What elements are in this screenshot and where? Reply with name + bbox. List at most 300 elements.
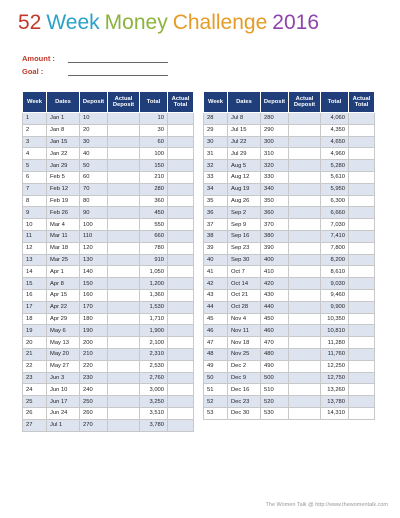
date-cell: Apr 8 (47, 278, 80, 290)
deposit-cell: 320 (261, 160, 289, 172)
actual-deposit-cell[interactable] (108, 124, 140, 136)
actual-total-cell[interactable] (168, 230, 194, 242)
column-header: Actual Deposit (108, 92, 140, 113)
actual-deposit-cell[interactable] (289, 160, 321, 172)
actual-total-cell[interactable] (168, 301, 194, 313)
week-cell: 43 (204, 289, 228, 301)
date-cell: Feb 26 (47, 207, 80, 219)
table-row (23, 242, 194, 254)
table-row (23, 207, 194, 219)
actual-total-cell[interactable] (349, 289, 375, 301)
table-row (23, 325, 194, 337)
deposit-cell: 330 (261, 171, 289, 183)
total-cell: 60 (140, 136, 168, 148)
total-cell: 1,050 (140, 266, 168, 278)
actual-deposit-cell[interactable] (108, 419, 140, 431)
actual-total-cell[interactable] (349, 266, 375, 278)
table-row (23, 148, 194, 160)
actual-deposit-cell[interactable] (108, 148, 140, 160)
table-row (23, 124, 194, 136)
deposit-cell: 500 (261, 372, 289, 384)
date-cell: Oct 21 (228, 289, 261, 301)
actual-total-cell[interactable] (349, 124, 375, 136)
actual-total-cell[interactable] (168, 348, 194, 360)
total-cell: 780 (140, 242, 168, 254)
table-row (23, 113, 194, 125)
actual-total-cell[interactable] (168, 337, 194, 349)
date-cell: Jan 8 (47, 124, 80, 136)
actual-total-cell[interactable] (349, 113, 375, 125)
deposit-cell: 30 (80, 136, 108, 148)
total-cell: 4,960 (321, 148, 349, 160)
actual-deposit-cell[interactable] (108, 183, 140, 195)
week-cell: 28 (204, 113, 228, 125)
total-cell: 13,780 (321, 396, 349, 408)
actual-deposit-cell[interactable] (289, 407, 321, 419)
actual-deposit-cell[interactable] (108, 325, 140, 337)
week-cell: 45 (204, 313, 228, 325)
title-word-2: Week (46, 11, 100, 34)
date-cell: Aug 5 (228, 160, 261, 172)
footer-credit: The Women Talk @ http://www.thewomentalk.com (265, 502, 388, 508)
total-cell: 3,780 (140, 419, 168, 431)
date-cell: Dec 2 (228, 360, 261, 372)
goal-line[interactable] (68, 75, 168, 76)
deposit-cell: 410 (261, 266, 289, 278)
table-row (23, 313, 194, 325)
actual-deposit-cell[interactable] (289, 136, 321, 148)
deposit-cell: 450 (261, 313, 289, 325)
table-row (204, 113, 375, 125)
right-week-table (203, 91, 375, 420)
table-row (23, 171, 194, 183)
actual-total-cell[interactable] (168, 171, 194, 183)
date-cell: Jul 8 (228, 113, 261, 125)
actual-total-cell[interactable] (168, 242, 194, 254)
actual-total-cell[interactable] (349, 360, 375, 372)
week-cell: 19 (23, 325, 47, 337)
total-cell: 6,300 (321, 195, 349, 207)
date-cell: Apr 29 (47, 313, 80, 325)
actual-deposit-cell[interactable] (108, 313, 140, 325)
date-cell: Nov 4 (228, 313, 261, 325)
actual-total-cell[interactable] (168, 384, 194, 396)
actual-total-cell[interactable] (349, 407, 375, 419)
total-cell: 14,310 (321, 407, 349, 419)
total-cell: 5,280 (321, 160, 349, 172)
date-cell: Apr 15 (47, 289, 80, 301)
actual-total-cell[interactable] (349, 230, 375, 242)
table-row (204, 148, 375, 160)
total-cell: 11,760 (321, 348, 349, 360)
deposit-cell: 250 (80, 396, 108, 408)
total-cell: 550 (140, 219, 168, 231)
date-cell: Jul 22 (228, 136, 261, 148)
table-row (23, 136, 194, 148)
actual-total-cell[interactable] (168, 360, 194, 372)
actual-deposit-cell[interactable] (108, 266, 140, 278)
title-word-3: Money (104, 11, 168, 34)
total-cell: 2,310 (140, 348, 168, 360)
deposit-cell: 50 (80, 160, 108, 172)
week-cell: 16 (23, 289, 47, 301)
table-row (204, 348, 375, 360)
date-cell: Dec 16 (228, 384, 261, 396)
column-header: Week (204, 92, 228, 113)
date-cell: May 20 (47, 348, 80, 360)
week-cell: 8 (23, 195, 47, 207)
total-cell: 3,000 (140, 384, 168, 396)
actual-total-cell[interactable] (349, 148, 375, 160)
total-cell: 910 (140, 254, 168, 266)
total-cell: 30 (140, 124, 168, 136)
table-row (23, 183, 194, 195)
total-cell: 8,610 (321, 266, 349, 278)
week-cell: 9 (23, 207, 47, 219)
actual-deposit-cell[interactable] (108, 195, 140, 207)
actual-total-cell[interactable] (168, 160, 194, 172)
actual-total-cell[interactable] (168, 313, 194, 325)
actual-deposit-cell[interactable] (289, 313, 321, 325)
total-cell: 4,350 (321, 124, 349, 136)
actual-deposit-cell[interactable] (108, 136, 140, 148)
date-cell: Sep 16 (228, 230, 261, 242)
table-row (23, 360, 194, 372)
total-cell: 1,200 (140, 278, 168, 290)
week-cell: 49 (204, 360, 228, 372)
week-cell: 44 (204, 301, 228, 313)
total-cell: 10,350 (321, 313, 349, 325)
actual-deposit-cell[interactable] (108, 289, 140, 301)
actual-deposit-cell[interactable] (289, 348, 321, 360)
total-cell: 210 (140, 171, 168, 183)
date-cell: May 27 (47, 360, 80, 372)
deposit-cell: 460 (261, 325, 289, 337)
total-cell: 3,250 (140, 396, 168, 408)
table-header-row (204, 92, 375, 113)
actual-total-cell[interactable] (349, 160, 375, 172)
table-row (204, 266, 375, 278)
date-cell: Oct 14 (228, 278, 261, 290)
actual-total-cell[interactable] (168, 325, 194, 337)
actual-total-cell[interactable] (349, 171, 375, 183)
deposit-cell: 130 (80, 254, 108, 266)
deposit-cell: 340 (261, 183, 289, 195)
actual-deposit-cell[interactable] (108, 160, 140, 172)
week-cell: 5 (23, 160, 47, 172)
actual-total-cell[interactable] (168, 113, 194, 125)
actual-deposit-cell[interactable] (289, 266, 321, 278)
week-cell: 35 (204, 195, 228, 207)
table-row (204, 183, 375, 195)
actual-total-cell[interactable] (168, 136, 194, 148)
deposit-cell: 160 (80, 289, 108, 301)
total-cell: 2,530 (140, 360, 168, 372)
actual-deposit-cell[interactable] (289, 254, 321, 266)
actual-deposit-cell[interactable] (108, 219, 140, 231)
week-cell: 6 (23, 171, 47, 183)
actual-deposit-cell[interactable] (289, 171, 321, 183)
column-header: Actual Total (349, 92, 375, 113)
actual-total-cell[interactable] (349, 337, 375, 349)
total-cell: 12,250 (321, 360, 349, 372)
table-row (204, 384, 375, 396)
deposit-cell: 510 (261, 384, 289, 396)
actual-total-cell[interactable] (349, 183, 375, 195)
actual-deposit-cell[interactable] (108, 396, 140, 408)
week-cell: 38 (204, 230, 228, 242)
actual-deposit-cell[interactable] (289, 242, 321, 254)
total-cell: 5,950 (321, 183, 349, 195)
date-cell: Mar 18 (47, 242, 80, 254)
actual-deposit-cell[interactable] (289, 278, 321, 290)
actual-deposit-cell[interactable] (289, 325, 321, 337)
actual-total-cell[interactable] (349, 254, 375, 266)
column-header: Deposit (80, 92, 108, 113)
actual-deposit-cell[interactable] (108, 337, 140, 349)
title-word-1: 52 (18, 11, 42, 34)
total-cell: 13,260 (321, 384, 349, 396)
week-cell: 31 (204, 148, 228, 160)
column-header: Total (321, 92, 349, 113)
actual-total-cell[interactable] (168, 372, 194, 384)
actual-deposit-cell[interactable] (289, 301, 321, 313)
table-row (23, 278, 194, 290)
column-header: Week (23, 92, 47, 113)
week-cell: 12 (23, 242, 47, 254)
date-cell: Apr 1 (47, 266, 80, 278)
total-cell: 7,410 (321, 230, 349, 242)
week-cell: 11 (23, 230, 47, 242)
actual-total-cell[interactable] (168, 289, 194, 301)
actual-deposit-cell[interactable] (108, 348, 140, 360)
actual-deposit-cell[interactable] (289, 230, 321, 242)
deposit-cell: 140 (80, 266, 108, 278)
actual-deposit-cell[interactable] (289, 360, 321, 372)
date-cell: Dec 30 (228, 407, 261, 419)
table-row (204, 195, 375, 207)
actual-deposit-cell[interactable] (289, 372, 321, 384)
date-cell: Nov 11 (228, 325, 261, 337)
actual-total-cell[interactable] (168, 396, 194, 408)
total-cell: 1,360 (140, 289, 168, 301)
actual-total-cell[interactable] (168, 148, 194, 160)
table-row (204, 136, 375, 148)
date-cell: Jan 22 (47, 148, 80, 160)
total-cell: 6,660 (321, 207, 349, 219)
actual-deposit-cell[interactable] (108, 113, 140, 125)
date-cell: Feb 19 (47, 195, 80, 207)
date-cell: Mar 11 (47, 230, 80, 242)
week-cell: 37 (204, 219, 228, 231)
date-cell: Feb 12 (47, 183, 80, 195)
deposit-cell: 390 (261, 242, 289, 254)
table-row (204, 360, 375, 372)
actual-deposit-cell[interactable] (289, 337, 321, 349)
actual-total-cell[interactable] (168, 219, 194, 231)
week-cell: 24 (23, 384, 47, 396)
week-cell: 47 (204, 337, 228, 349)
date-cell: Mar 4 (47, 219, 80, 231)
total-cell: 4,650 (321, 136, 349, 148)
actual-total-cell[interactable] (168, 419, 194, 431)
actual-deposit-cell[interactable] (289, 384, 321, 396)
actual-total-cell[interactable] (349, 384, 375, 396)
week-cell: 29 (204, 124, 228, 136)
week-cell: 48 (204, 348, 228, 360)
table-row (204, 313, 375, 325)
actual-deposit-cell[interactable] (108, 360, 140, 372)
actual-total-cell[interactable] (349, 325, 375, 337)
table-header-row (23, 92, 194, 113)
actual-deposit-cell[interactable] (289, 195, 321, 207)
amount-line[interactable] (68, 62, 168, 63)
deposit-cell: 90 (80, 207, 108, 219)
date-cell: Nov 25 (228, 348, 261, 360)
actual-deposit-cell[interactable] (289, 183, 321, 195)
week-cell: 42 (204, 278, 228, 290)
week-cell: 10 (23, 219, 47, 231)
week-cell: 36 (204, 207, 228, 219)
table-row (23, 266, 194, 278)
date-cell: Jun 10 (47, 384, 80, 396)
date-cell: May 6 (47, 325, 80, 337)
actual-total-cell[interactable] (349, 313, 375, 325)
actual-total-cell[interactable] (349, 301, 375, 313)
deposit-cell: 120 (80, 242, 108, 254)
table-row (23, 230, 194, 242)
actual-deposit-cell[interactable] (289, 124, 321, 136)
week-cell: 53 (204, 407, 228, 419)
actual-deposit-cell[interactable] (289, 289, 321, 301)
actual-deposit-cell[interactable] (108, 301, 140, 313)
date-cell: Jun 3 (47, 372, 80, 384)
total-cell: 9,900 (321, 301, 349, 313)
actual-deposit-cell[interactable] (108, 407, 140, 419)
deposit-cell: 300 (261, 136, 289, 148)
total-cell: 4,060 (321, 113, 349, 125)
date-cell: Jan 1 (47, 113, 80, 125)
total-cell: 10,810 (321, 325, 349, 337)
actual-total-cell[interactable] (349, 219, 375, 231)
actual-total-cell[interactable] (349, 136, 375, 148)
actual-deposit-cell[interactable] (289, 396, 321, 408)
actual-deposit-cell[interactable] (108, 207, 140, 219)
actual-deposit-cell[interactable] (108, 171, 140, 183)
total-cell: 7,030 (321, 219, 349, 231)
table-row (204, 171, 375, 183)
total-cell: 360 (140, 195, 168, 207)
actual-deposit-cell[interactable] (108, 254, 140, 266)
week-cell: 50 (204, 372, 228, 384)
actual-deposit-cell[interactable] (108, 242, 140, 254)
week-cell: 20 (23, 337, 47, 349)
actual-deposit-cell[interactable] (289, 207, 321, 219)
date-cell: Oct 7 (228, 266, 261, 278)
date-cell: Jul 1 (47, 419, 80, 431)
week-cell: 18 (23, 313, 47, 325)
actual-deposit-cell[interactable] (108, 230, 140, 242)
actual-deposit-cell[interactable] (289, 148, 321, 160)
actual-total-cell[interactable] (168, 266, 194, 278)
actual-total-cell[interactable] (349, 396, 375, 408)
page-title (18, 10, 324, 36)
actual-total-cell[interactable] (349, 207, 375, 219)
date-cell: Jan 29 (47, 160, 80, 172)
table-row (204, 301, 375, 313)
total-cell: 8,200 (321, 254, 349, 266)
actual-total-cell[interactable] (349, 278, 375, 290)
table-row (204, 337, 375, 349)
table-row (204, 372, 375, 384)
deposit-cell: 490 (261, 360, 289, 372)
actual-total-cell[interactable] (349, 242, 375, 254)
deposit-cell: 10 (80, 113, 108, 125)
actual-deposit-cell[interactable] (289, 219, 321, 231)
table-row (23, 348, 194, 360)
table-row (204, 242, 375, 254)
actual-total-cell[interactable] (349, 195, 375, 207)
deposit-cell: 220 (80, 360, 108, 372)
week-cell: 15 (23, 278, 47, 290)
deposit-cell: 290 (261, 124, 289, 136)
table-row (204, 278, 375, 290)
actual-total-cell[interactable] (168, 183, 194, 195)
week-cell: 26 (23, 407, 47, 419)
table-row (23, 407, 194, 419)
deposit-cell: 430 (261, 289, 289, 301)
actual-deposit-cell[interactable] (289, 113, 321, 125)
deposit-cell: 20 (80, 124, 108, 136)
total-cell: 5,610 (321, 171, 349, 183)
actual-total-cell[interactable] (349, 348, 375, 360)
total-cell: 11,280 (321, 337, 349, 349)
date-cell: Jun 24 (47, 407, 80, 419)
total-cell: 10 (140, 113, 168, 125)
actual-deposit-cell[interactable] (108, 372, 140, 384)
date-cell: Jan 15 (47, 136, 80, 148)
date-cell: Feb 5 (47, 171, 80, 183)
week-cell: 34 (204, 183, 228, 195)
date-cell: Sep 23 (228, 242, 261, 254)
actual-deposit-cell[interactable] (108, 384, 140, 396)
actual-total-cell[interactable] (168, 407, 194, 419)
week-cell: 32 (204, 160, 228, 172)
actual-total-cell[interactable] (349, 372, 375, 384)
deposit-cell: 310 (261, 148, 289, 160)
date-cell: Mar 25 (47, 254, 80, 266)
actual-total-cell[interactable] (168, 254, 194, 266)
actual-total-cell[interactable] (168, 124, 194, 136)
actual-total-cell[interactable] (168, 195, 194, 207)
table-row (23, 195, 194, 207)
deposit-cell: 190 (80, 325, 108, 337)
column-header: Total (140, 92, 168, 113)
actual-deposit-cell[interactable] (108, 278, 140, 290)
table-row (23, 337, 194, 349)
deposit-cell: 60 (80, 171, 108, 183)
week-cell: 33 (204, 171, 228, 183)
deposit-cell: 180 (80, 313, 108, 325)
actual-total-cell[interactable] (168, 278, 194, 290)
deposit-cell: 480 (261, 348, 289, 360)
column-header: Actual Total (168, 92, 194, 113)
deposit-cell: 530 (261, 407, 289, 419)
table-row (204, 289, 375, 301)
total-cell: 1,530 (140, 301, 168, 313)
date-cell: Aug 26 (228, 195, 261, 207)
actual-total-cell[interactable] (168, 207, 194, 219)
